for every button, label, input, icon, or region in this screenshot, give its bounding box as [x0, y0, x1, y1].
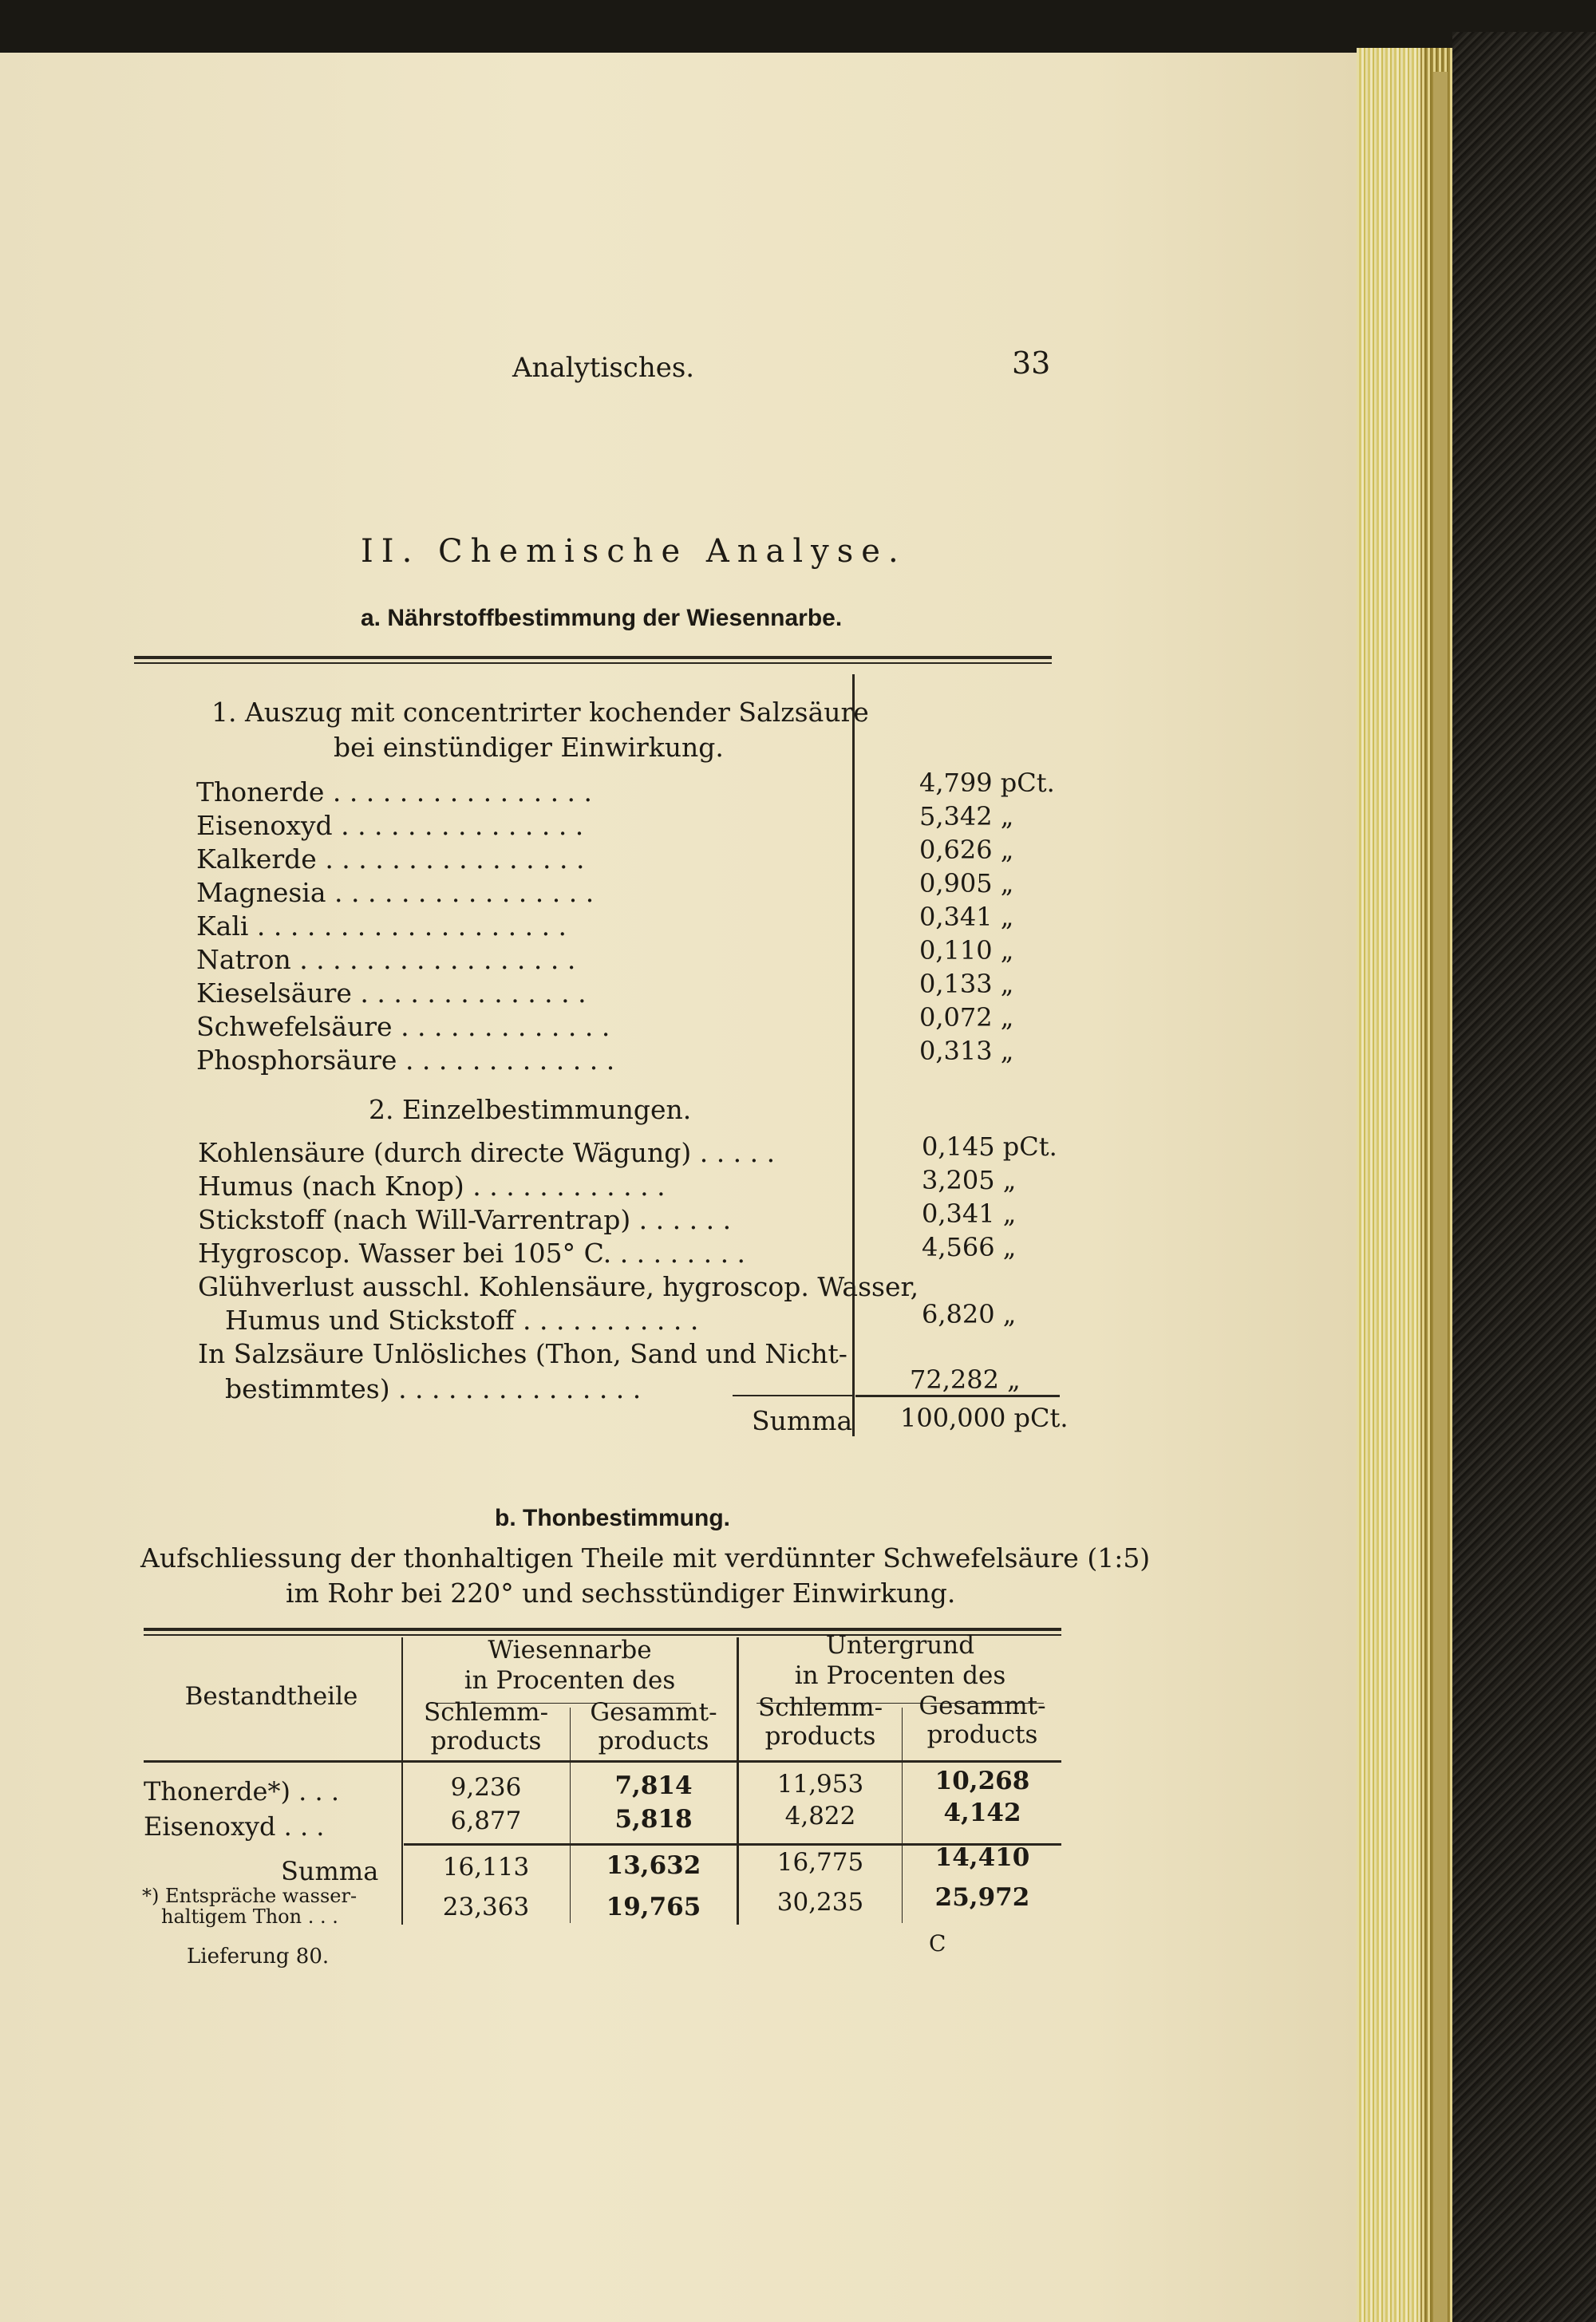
list-item: Glühverlust ausschl. Kohlensäure, hygroscop. Wasser, [198, 1271, 919, 1302]
cell: 16,113 [442, 1853, 530, 1882]
cell: 5,818 [614, 1805, 693, 1834]
cell: 9,236 [450, 1773, 522, 1802]
row-label: Thonerde*) . . . [144, 1776, 339, 1807]
list-item-value: 0,341 „ [919, 902, 1014, 932]
cell: 30,235 [776, 1888, 864, 1917]
col-group-subheader: in Procenten des [464, 1666, 676, 1695]
list-item-value: 4,799 pCt. [919, 768, 1055, 798]
table-vline [902, 1708, 903, 1923]
cell: 6,877 [450, 1807, 522, 1835]
signature-mark: C [929, 1930, 946, 1957]
list-item: Humus (nach Knop) . . . . . . . . . . . . [198, 1171, 666, 1202]
list-item: Kohlensäure (durch directe Wägung) . . . . . [198, 1137, 776, 1168]
col-group-subheader: in Procenten des [794, 1661, 1006, 1690]
summa-label: Summa [752, 1405, 853, 1436]
list-item: Eisenoxyd . . . . . . . . . . . . . . . [196, 810, 584, 841]
list-item-value: 0,905 „ [919, 868, 1014, 898]
table-vline [570, 1708, 571, 1923]
list-item: Phosphorsäure . . . . . . . . . . . . . [196, 1045, 615, 1076]
list-item: Thonerde . . . . . . . . . . . . . . . . [196, 776, 593, 808]
list-item-value: 0,110 „ [919, 935, 1014, 966]
cell: 7,814 [614, 1771, 693, 1800]
col-header-schlemm-2: products [764, 1722, 876, 1751]
cell: 19,765 [606, 1893, 701, 1921]
cell: 14,410 [934, 1843, 1030, 1872]
list-item: Stickstoff (nach Will-Varrentrap) . . . . . . [198, 1204, 732, 1235]
list-item: Kieselsäure . . . . . . . . . . . . . . [196, 977, 587, 1009]
subsection-b-title: b. Thonbestimmung. [495, 1505, 730, 1531]
top-rule-thin [134, 662, 1052, 664]
table-header-rule [144, 1760, 1061, 1763]
list-item-value: 0,072 „ [919, 1002, 1014, 1033]
list-item-value: 3,205 „ [922, 1165, 1017, 1195]
footer-lieferung: Lieferung 80. [187, 1945, 330, 1969]
col-header-gesammt-2: products [598, 1727, 709, 1755]
cell: 13,632 [606, 1851, 701, 1880]
b-description-line1: Aufschliessung der thonhaltigen Theile mit verdünnter Schwefelsäure (1:5) [140, 1542, 1151, 1574]
col-header-schlemm: Schlemm- [757, 1693, 883, 1722]
cell: 4,142 [943, 1799, 1021, 1827]
column-divider [852, 674, 855, 1436]
binding-strip [1433, 72, 1448, 2322]
list-item-value: 0,133 „ [919, 969, 1014, 999]
list-item-value: 0,626 „ [919, 835, 1014, 865]
list-item: Schwefelsäure . . . . . . . . . . . . . [196, 1011, 610, 1042]
summa-rule-right [855, 1395, 1060, 1397]
list-item-continued: Humus und Stickstoff . . . . . . . . . . . [225, 1305, 699, 1336]
cell: 23,363 [442, 1893, 530, 1921]
col-header-gesammt-2: products [926, 1720, 1038, 1749]
cell: 11,953 [776, 1770, 864, 1799]
group1-title: 1. Auszug mit concentrirter kochender Salzsäure [211, 697, 869, 728]
table-vline [401, 1637, 403, 1925]
list-item: Magnesia . . . . . . . . . . . . . . . . [196, 877, 595, 908]
list-item-value: 0,313 „ [919, 1036, 1014, 1066]
cell: 4,822 [784, 1802, 856, 1830]
list-item-value: 72,282 „ [910, 1364, 1021, 1395]
page-number: 33 [1012, 346, 1051, 381]
row-label: Eisenoxyd . . . [144, 1811, 325, 1842]
footnote-line2: haltigem Thon . . . [161, 1905, 338, 1928]
cell: 10,268 [934, 1767, 1030, 1795]
list-item-value: 0,341 „ [922, 1199, 1017, 1229]
list-item-value: 5,342 „ [919, 801, 1014, 831]
subsection-a-title: a. Nährstoffbestimmung der Wiesennarbe. [361, 605, 843, 631]
list-item-value: 0,145 pCt. [922, 1131, 1057, 1162]
page-edges [1357, 48, 1420, 2322]
list-item-continued: bestimmtes) . . . . . . . . . . . . . . . [225, 1373, 642, 1404]
group2-title: 2. Einzelbestimmungen. [369, 1094, 692, 1125]
list-item: Natron . . . . . . . . . . . . . . . . . [196, 944, 576, 975]
running-head: Analytisches. [512, 352, 695, 384]
list-item-value: 6,820 „ [922, 1299, 1017, 1329]
list-item-value: 4,566 „ [922, 1232, 1017, 1262]
col-header-schlemm-2: products [430, 1727, 542, 1755]
col-header-gesammt: Gesammt- [590, 1698, 717, 1727]
list-item: Hygroscop. Wasser bei 105° C. . . . . . . . . [198, 1238, 746, 1269]
cell: 16,775 [776, 1848, 864, 1877]
col-header-bestandtheile: Bestandtheile [184, 1682, 358, 1711]
summa-value: 100,000 pCt. [900, 1403, 1069, 1433]
book-binding [1452, 32, 1596, 2322]
footnote-line1: *) Entspräche wasser- [142, 1885, 358, 1907]
group1-subtitle: bei einstündiger Einwirkung. [334, 732, 724, 763]
b-description-line2: im Rohr bei 220° und sechsstündiger Einwirkung. [286, 1578, 956, 1609]
list-item: In Salzsäure Unlösliches (Thon, Sand und Nicht- [198, 1338, 847, 1369]
top-rule [134, 656, 1052, 659]
col-header-schlemm: Schlemm- [423, 1698, 549, 1727]
list-item: Kalkerde . . . . . . . . . . . . . . . . [196, 843, 585, 875]
col-group-header-untergrund: Untergrund [825, 1631, 975, 1660]
list-item: Kali . . . . . . . . . . . . . . . . . . . [196, 910, 567, 942]
col-group-header-wiesennarbe: Wiesennarbe [488, 1636, 652, 1664]
row-label: Summa [281, 1856, 379, 1886]
summa-rule-left [733, 1395, 852, 1396]
section-title: II. Chemische Analyse. [361, 533, 907, 570]
cell: 25,972 [934, 1883, 1030, 1912]
col-header-gesammt: Gesammt- [918, 1692, 1046, 1720]
